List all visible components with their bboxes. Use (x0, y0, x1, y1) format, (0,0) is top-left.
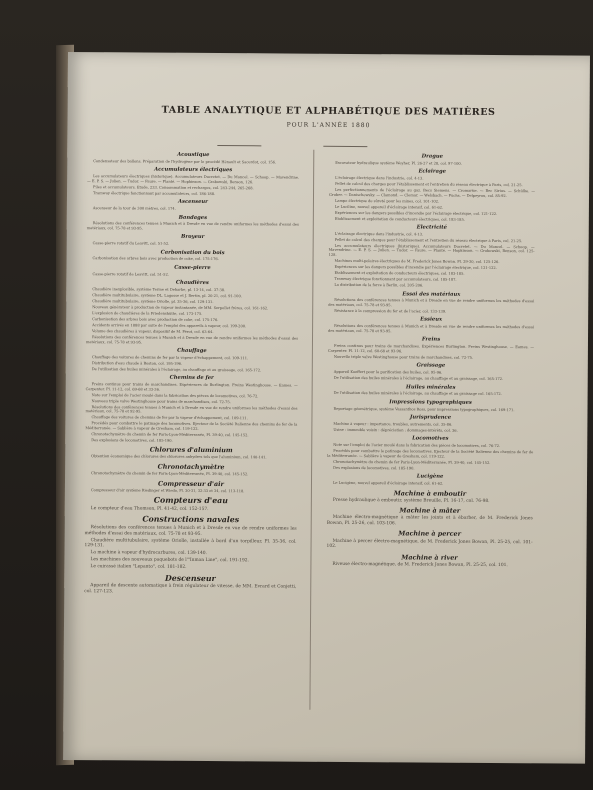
index-entry: Chronotachymètre du chemin de fer Paris-Lyon-Méditerranée, Pl. 39-40, col. 145-152. (91, 431, 249, 438)
index-section (328, 384, 534, 397)
section-heading: Machine à river (401, 553, 458, 562)
index-section (85, 447, 297, 461)
index-section (87, 250, 299, 263)
index-entry: Chronotachymètre du chemin de fer Paris-Lyon-Méditerranée, Pl. 39-40, col. 145-152. (333, 459, 491, 465)
index-section (329, 169, 535, 222)
index-entry: Les accumulateurs électriques (historique). Accumulateurs Ducretet. — Du Moncel. — Schoop. — Mavendrine. — E. P. S. — Julien. — Tudor. — Faure. — Planté. — Hopkinson. — Grabowski, Benson, 126. (87, 174, 300, 184)
index-section (327, 415, 533, 434)
index-entry: Des explosions de locomotives, col. 185-190. (91, 437, 173, 443)
column-divider (309, 150, 314, 710)
index-entry: Chaudière multitubulaire, système Oriolle, pl. 35-36, col. 129-131. (92, 299, 214, 305)
index-section (328, 363, 534, 382)
section-heading: Descenseur (164, 573, 216, 583)
index-entry: L'éclairage électrique dans l'industrie, col. 4-13. (335, 175, 424, 181)
section-heading: Freins (421, 336, 441, 343)
index-entry: Le cuirassé italien "Lepanto", col. 181-182. (90, 564, 187, 570)
index-entry: Piles et accumulateurs. Etude, 233. Consommation et recharges, col. 243-244, 265-268. (93, 184, 254, 190)
section-heading: Compresseur d'air (158, 479, 224, 488)
index-entry: Nouveau triple valve Westinghouse pour trains de marchandises, col. 72-75. (91, 398, 231, 404)
section-heading: Chaudières (175, 280, 209, 287)
section-heading: Locomotives (412, 435, 449, 443)
section-heading: Lucigène (416, 473, 444, 480)
index-entry: Procédés pour combattre le patinage des locomotives. Ejecteur de la Société Italienne des chemins de fer de la Méditerranée. — Sablière à vapeur de Gresham, col. 119-122. (327, 448, 534, 459)
index-section (86, 348, 298, 373)
index-entry: Compresseur d'air système Riedinger et Wiedo, Pl. 30-31, 32-33 et 34, col. 113-118. (90, 487, 245, 493)
title-rule-right (323, 146, 367, 147)
index-entry: Casse-pierre rotatif de Leavitt, col. 51-52. (92, 271, 169, 277)
index-section (328, 291, 534, 314)
index-entry: Le Lucigène, nouvel appareil d'éclairage intensif, col. 61-62. (332, 480, 444, 486)
index-entry: L'éclairage électrique dans l'industrie, col. 4-13. (334, 231, 424, 237)
section-heading: Graissage (416, 362, 446, 369)
section-heading: Acoustique (177, 151, 210, 158)
index-entry: Riveuse électro-magnétique, de M. Frederick Jones Bowan, Pl. 25-25, col. 101. (332, 561, 508, 568)
index-entry: Tramway électrique fonctionnant par accumulateurs, col. 186-188. (93, 190, 216, 196)
index-section (87, 152, 299, 165)
index-section (327, 436, 533, 471)
index-section (329, 154, 535, 167)
index-column-right (326, 154, 535, 573)
index-entry: Condensateur des ballons. Préparation de l'hydrogène par le procédé Hénault et Sacerdot, col. 156. (93, 158, 277, 165)
index-entry: Résolutions des conférences tenues à Munich et à Dresde en vue de rendre uniformes les méthodes d'essai des matériaux, col. 75-78 et 93-95. (85, 335, 299, 345)
index-entry: Résolutions des conférences tenues à Munich et à Dresde en vue de rendre uniformes les méthodes d'essai des matériaux, col. 75-78 et 93-95. (328, 298, 535, 308)
index-entry: Tramway électrique fonctionnant par accumulateurs, col. 185-187. (334, 276, 457, 282)
section-heading: Jurisprudence (409, 414, 452, 421)
index-section (87, 167, 299, 196)
index-entry: Appareil Koeffert pour la purification des huiles, col. 95-96. (333, 369, 443, 375)
section-heading: Carbonisation du bois (160, 249, 225, 256)
section-heading: Essieux (420, 316, 443, 324)
index-entry: Casse-pierre rotatif du Leavitt, col. 51-52. (92, 241, 170, 246)
index-section (326, 554, 532, 569)
index-section (85, 463, 297, 477)
section-heading: Machine à mâter (399, 506, 461, 515)
index-entry: Les accumulateurs électriques (historique). Accumulateurs Ducretet. — Du Moncel. — Schoop. — Mavendrine. — E. P. S. — Julien. — Tudor. — Faure. — Planté. — Hopkinson. — Grabowski, Benson, col. 125-128. (328, 243, 535, 257)
index-entry: Lampe électrique de sûreté pour les mines, col. 101-102. (334, 198, 440, 204)
index-entry: Carbonisation des arbres bois avec production de coke, col. 175-176. (92, 256, 219, 262)
index-entry: Expériences sur les dangers possibles d'incendie par l'éclairage électrique, col. 121-122. (334, 210, 498, 216)
index-section (328, 317, 534, 334)
index-entry: Résolutions des conférences tenues à Munich et à Dresde en vue de rendre uniformes les méthodes d'essai des matériaux, col. 75-78 et 93-95. (86, 221, 299, 231)
index-entry: Procédés pour combattre le patinage des locomotives. Ejecteur de la Société Italienne des chemins de fer de la Méditerranée. — Sablière à vapeur de Gresham, col. 119-122. (85, 421, 298, 431)
index-section (328, 337, 534, 360)
index-entry: Volume des chaudières à vapeur, dispositif de M. Pérot, col. 63-64. (92, 329, 214, 334)
index-entry: Freins continus pour trains de marchandises. Expériences de Burlington. Freins Westinghouse. — Eames. — Carpenter. Pl. 11-12, col. 69-68 et 33-36. (85, 382, 298, 392)
index-entry: Nouveau générateur à production de vapeur instantanée, de MM. Serpollet frères, col. 161-162. (92, 305, 269, 311)
section-heading: Drague (421, 153, 443, 160)
index-entry: Chauffage des voitures de chemins de fer par la vapeur d'échappement, col. 109-111. (91, 415, 248, 421)
index-entry: Machine à vapeur : impartance, troubles, autrements, col. 35-86. (333, 421, 453, 427)
section-heading: Constructions navales (142, 514, 240, 525)
index-entry: Carbonisation des arbres bois avec production de coke, col. 175-176. (92, 317, 219, 323)
index-entry: Chaudière multitubulaire, système Oriolle, installée à bord d'un torpilleur, Pl. 35-36, col. 129-131. (84, 537, 297, 549)
section-heading: Chemins de fer (169, 375, 214, 382)
index-section (84, 516, 296, 572)
index-entry: Freins continus pour trains de marchandises. Expériences Burlington. Freins Westinghouse. — Eames. — Carpenter. Pl. 11-12, col. 60-68 et 93-96. (327, 343, 534, 353)
index-entry: Le compteur d'eau Thomson, Pl. 41-42, col. 152-157. (90, 506, 209, 512)
index-entry: Le Luciline, nouvel appareil d'éclairage intensif, col. 61-62. (334, 204, 444, 210)
section-heading: Machine à percer (398, 529, 462, 539)
index-entry: Chaudière inexplosible, système Terme et Deharbe, pl. 13-14, col. 37-38. (92, 287, 226, 293)
section-heading: Chlorures d'aluminium (149, 445, 233, 455)
index-entry: Excavateur hydraulique système Weyher, Pl. 26-27 et 28, col. 97-100. (335, 160, 462, 166)
page-title: TABLE ANALYTIQUE ET ALPHABÉTIQUE DES MATIÈRES (161, 104, 496, 118)
index-section (85, 376, 297, 444)
index-entry: Machine électro-magnétique à mâter les joints et à ébarber, de M. Frederick Jones Bowan, Pl. 25-26, col. 103-106. (326, 515, 533, 527)
title-rule-left (217, 145, 261, 146)
index-entry: La machine à vapeur d'hydrocarbures, col. 139-140. (90, 550, 207, 557)
section-heading: Huiles minérales (405, 383, 456, 391)
index-entry: Accidents arrivés en 1888 par suite de l'emploi des appareils à vapeur, col. 199-200. (92, 323, 247, 329)
index-entry: Obtention économique des chlorures des chlorures anhydres tels que l'aluminium, col. 140-141. (91, 454, 267, 460)
index-entry: Ascenseur de la tour de 300 mètres, col. 174. (92, 206, 176, 211)
index-entry: Résolutions des conférences tenues à Munich et à Dresde en vue de rendre uniformes les méthodes d'essai des matériaux, col. 75-78 et 93-95. (328, 323, 535, 333)
section-heading: Compteurs d'eau (153, 495, 228, 506)
section-heading: Casse-pierre (174, 264, 211, 272)
index-entry: De l'utilisation des huiles minérales à l'éclairage, au chauffage et au graissage col. 165-172. (333, 391, 502, 397)
index-column-left (84, 152, 299, 600)
index-entry: Résolutions des conférences tenues à Munich et à Dresde en vue de rendre uniformes les méthodes d'essai des matériaux, col. 75-78 et 93-95. (84, 525, 297, 537)
index-entry: Chauffage des voitures de chemins de fer par la vapeur d'échappement, col. 109-111. (91, 355, 249, 361)
index-entry: Etablissement et exploitation de conducteurs électriques, col. 183-185. (334, 270, 465, 276)
index-entry: Des explosions de locomotives, col. 185-190. (333, 465, 415, 471)
index-entry: De l'utilisation des huiles minérales à l'éclairage, au chauffage et au graissage, col. 165-172. (91, 366, 262, 373)
book-page (63, 52, 590, 764)
section-heading: Chauffage (177, 347, 207, 355)
index-entry: Machine à percer électro-magnétique, de M. Frederick Jones Bowan, Pl. 25-25, col. 101-102. (326, 538, 533, 549)
page-subtitle: POUR L'ANNÉE 1880 (286, 121, 371, 130)
section-heading: Chronotachymètre (157, 462, 225, 472)
index-entry: Les perfectionnements de l'éclairage au gaz. Becs Siemens. — Cromartie. — Bec Sirius. — Schülke. — Gruber. — Danischewsky. — Clamond. — Clemar. — Welsbach. — Fuchs. — Delpeyrou, col. 85-92. (328, 187, 536, 198)
index-section (327, 507, 533, 528)
index-entry: Résolutions des conférences tenues à Munich et à Dresde en vue de rendre uniformes les méthodes d'essai des matériaux, col. 75-78 et 92-95. (85, 404, 298, 414)
index-entry: L'explosion de chaudières de la Friedenshütte, col. 173-175. (92, 311, 203, 316)
index-entry: Nouvelle triple valve Westinghouse pour trains de marchandises, col. 72-75. (333, 354, 474, 360)
index-entry: Résistance à la compression du fer et de l'acier, col. 133-139. (334, 308, 447, 314)
section-heading: Eclairage (418, 168, 446, 175)
index-section (87, 235, 299, 248)
index-section (328, 400, 534, 413)
section-heading: Essai des matériaux (402, 290, 461, 298)
index-section (327, 489, 533, 504)
index-entry: Pellet de calcul des charges pour l'établissement et l'entretien du réseau électrique à Paris, col. 21-25. (334, 237, 523, 244)
index-entry: Distribution d'eau chaude à Boston, col. 195-196. (91, 361, 183, 366)
index-section (327, 530, 533, 551)
index-entry: Pellet de calcul des charges pour l'établissement et l'entretien du réseau électrique à Paris, col. 21-25. (335, 181, 523, 188)
index-entry: Appareil de descente automatique à frein régulateur de vitesse, de MM. Evrard et Conjetti, col. 127-123. (84, 583, 297, 595)
index-entry: Usine : immeuble voisin : dépréciation : dommages-intérêts, col. 36. (333, 427, 458, 433)
index-entry: Note sur l'emploi de l'acier moulé dans la fabrication des pièces de locomotives, col. 76-72. (333, 443, 501, 449)
section-heading: Machine à emboutir (393, 488, 467, 498)
index-section (328, 225, 534, 289)
index-entry: Chaudière multitubulaire, système DL. Lagosse et J. Bertin, pl. 20-21, col. 91-100. (92, 293, 242, 299)
index-section (86, 265, 298, 278)
index-entry: Machines multi-polaires électriques de M. Frederick Jones Bowan. Pl. 29-30, col. 125-126. (334, 258, 500, 265)
index-entry: De l'utilisation des huiles minérales à l'éclairage, au chauffage et au graissage, col. 165-172. (333, 375, 504, 381)
index-section (85, 496, 297, 513)
index-entry: Presse hydraulique à emboutir, système Breuille, Pl. 16-17, col. 76-98. (332, 497, 490, 504)
section-heading: Broyeur (180, 234, 205, 241)
section-heading: Ascenseur (177, 198, 208, 206)
index-entry: Les machines des nouveaux paquebots de l'"Inman Line", col. 191-192. (90, 557, 249, 564)
index-section (87, 215, 299, 232)
index-section (87, 199, 299, 212)
index-entry: Note sur l'emploi de l'acier moulé dans la fabrication des pièces de locomotives, col. 76-72. (91, 392, 259, 399)
index-section (327, 474, 533, 487)
index-section (84, 574, 296, 596)
section-heading: Bandages (178, 214, 208, 221)
section-heading: Electricité (416, 224, 447, 231)
section-heading: Impressions typographiques (389, 399, 472, 406)
index-section (85, 480, 297, 494)
index-section (86, 280, 298, 345)
index-entry: Etablissement et exploitation de conducteurs électriques, col. 183-185. (334, 216, 465, 222)
index-entry: La distribution de la force à Berlin, col. 205-206. (334, 282, 424, 288)
index-entry: Chronotachymètre du chemin de fer Paris-Lyon-Méditerranée, Pl. 39-40, col. 145-152. (91, 471, 249, 477)
section-heading: Accumulateurs électriques (154, 166, 233, 174)
index-entry: Expériences sur les dangers possibles d'incendie par l'éclairage électrique, col. 121-122. (334, 264, 497, 270)
index-entry: Reportage géométrique, système Vassanthos Ross, pour impressions typographiques, col. 169-171. (333, 406, 515, 412)
